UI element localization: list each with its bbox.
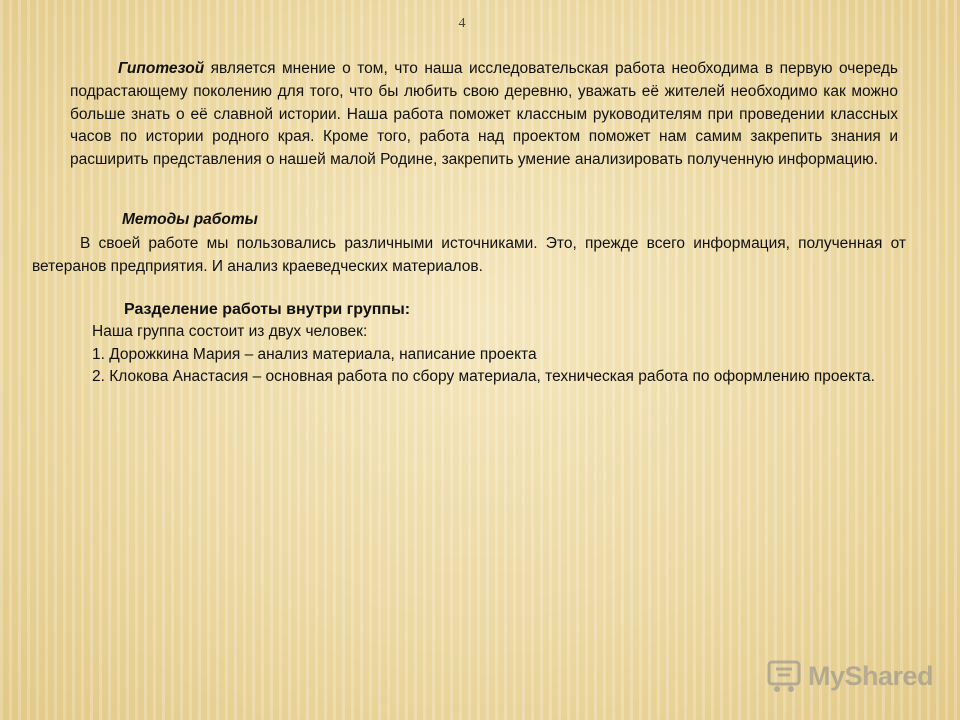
member-2-paragraph: [38, 366, 898, 389]
cart-icon: [766, 658, 802, 694]
hypothesis-paragraph: [70, 58, 898, 172]
division-heading: Разделение работы внутри группы:: [124, 301, 411, 318]
group-intro: Наша группа состоит из двух человек:: [92, 323, 368, 340]
page-number: 4: [458, 16, 466, 31]
member-1: 1. Дорожкина Мария – анализ материала, написание проекта: [92, 346, 537, 363]
methods-paragraph: [32, 233, 906, 279]
hypothesis-text: является мнение о том, что наша исследовательская работа необходима в первую очередь подрастающему поколению для того, что бы любить свою деревню, уважать её жителей необходимо как можно больше знать о её славной истории. Наша работа поможет классным руководителям при проведении классных часов по истории родного края. Кроме того, работа над проектом поможет нам самим закрепить знания и расширить представления о нашей малой Родине, закрепить умение анализировать полученную информацию.: [70, 60, 898, 169]
methods-heading: Методы работы: [122, 211, 258, 228]
methods-text: В своей работе мы пользовались различными источниками. Это, прежде всего информация, полученная от ветеранов предприятия. И анализ краеведческих материалов.: [32, 235, 906, 275]
member-2: 2. Клокова Анастасия – основная работа по сбору материала, техническая работа по оформлению проекта.: [92, 368, 875, 385]
hypothesis-term: Гипотезой: [118, 60, 205, 77]
watermark-text: MyShared: [808, 660, 934, 691]
myshared-watermark: [766, 656, 933, 696]
